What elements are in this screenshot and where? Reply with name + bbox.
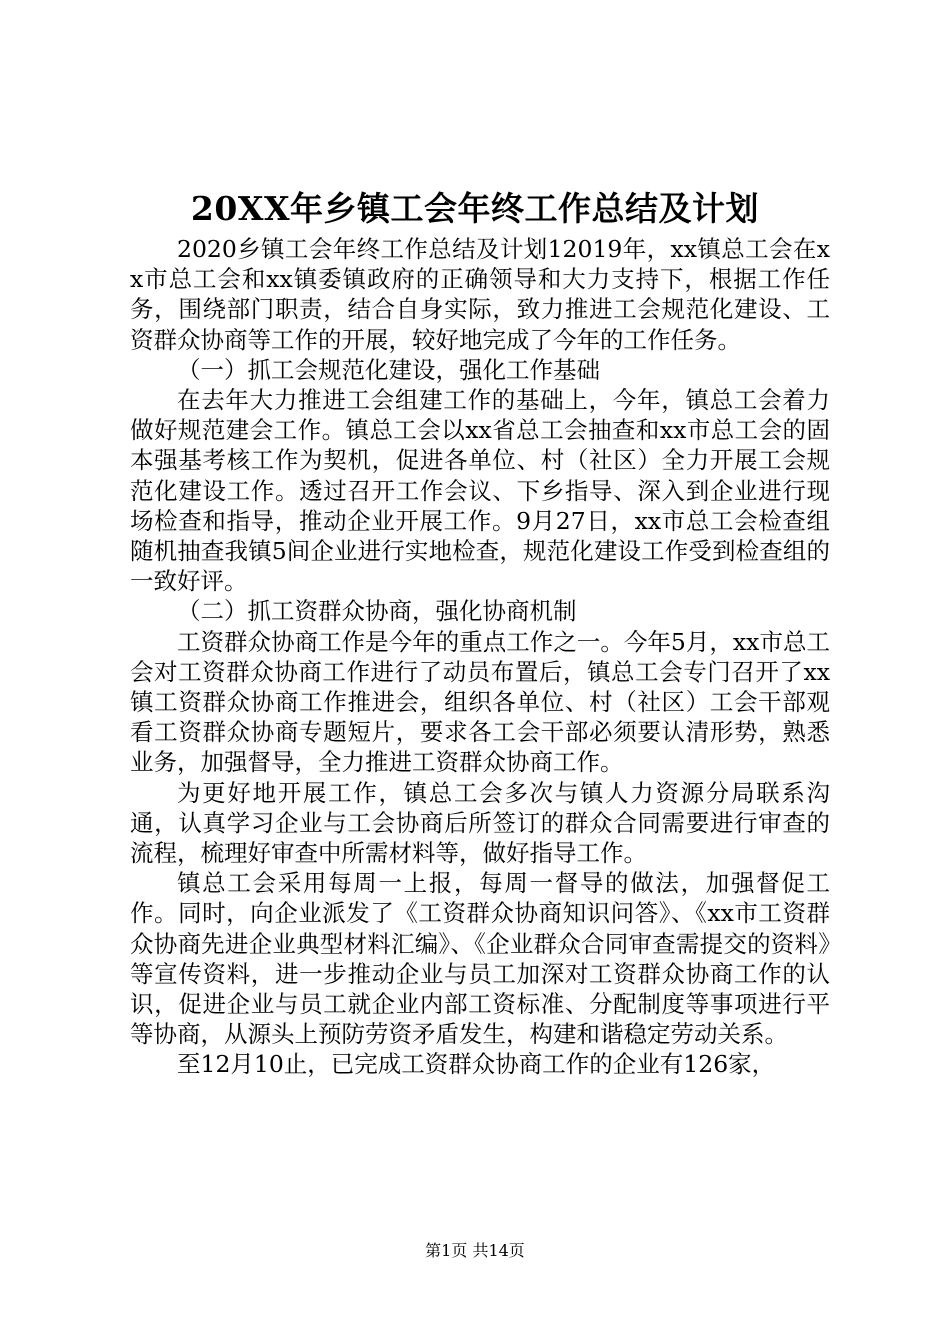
section-heading-2: （二）抓工资群众协商，强化协商机制	[177, 597, 577, 626]
paragraph-intro: 2020乡镇工会年终工作总结及计划12019年，xx镇总工会在xx市总工会和xx镇委镇政府的正确领导和大力支持下，根据工作任务，围绕部门职责，结合自身实际，致力推进工会规范化建设、工资群众协商等工作的开展，较好地完成了今年的工作任务。	[130, 235, 830, 354]
paragraph-section-2a: 工资群众协商工作是今年的重点工作之一。今年5月，xx市总工会对工资群众协商工作进行了动员布置后，镇总工会专门召开了xx镇工资群众协商工作推进会，组织各单位、村（社区）工会干部观看工资群众协商专题短片，要求各工会干部必须要认清形势，熟悉业务，加强督导，全力推进工资群众协商工作。	[130, 627, 830, 777]
paragraph-section-1: 在去年大力推进工会组建工作的基础上，今年，镇总工会着力做好规范建会工作。镇总工会以xx省总工会抽查和xx市总工会的固本强基考核工作为契机，促进各单位、村（社区）全力开展工会规范化建设工作。透过召开工作会议、下乡指导、深入到企业进行现场检查和指导，推动企业开展工作。9月27日，xx市总工会检查组随机抽查我镇5间企业进行实地检查，规范化建设工作受到检查组的一致好评。	[130, 386, 830, 596]
document-body	[130, 234, 830, 1080]
paragraph-section-2d: 至12月10止，已完成工资群众协商工作的企业有126家，	[177, 1050, 776, 1079]
paragraph-section-2b: 为更好地开展工作，镇总工会多次与镇人力资源分局联系沟通，认真学习企业与工会协商后所签订的群众合同需要进行审查的流程，梳理好审查中所需材料等，做好指导工作。	[130, 778, 830, 868]
page-footer: 第1页 共14页	[425, 1241, 525, 1260]
section-heading-1: （一）抓工会规范化建设，强化工作基础	[177, 355, 600, 384]
paragraph-section-2c: 镇总工会采用每周一上报，每周一督导的做法，加强督促工作。同时，向企业派发了《工资群众协商知识问答》、《xx市工资群众协商先进企业典型材料汇编》、《企业群众合同审查需提交的资料》等宣传资料，进一步推动企业与员工加深对工资群众协商工作的认识，促进企业与员工就企业内部工资标准、分配制度等事项进行平等协商，从源头上预防劳资矛盾发生，构建和谐稳定劳动关系。	[130, 869, 830, 1049]
document-title: 20XX年乡镇工会年终工作总结及计划	[190, 189, 760, 228]
